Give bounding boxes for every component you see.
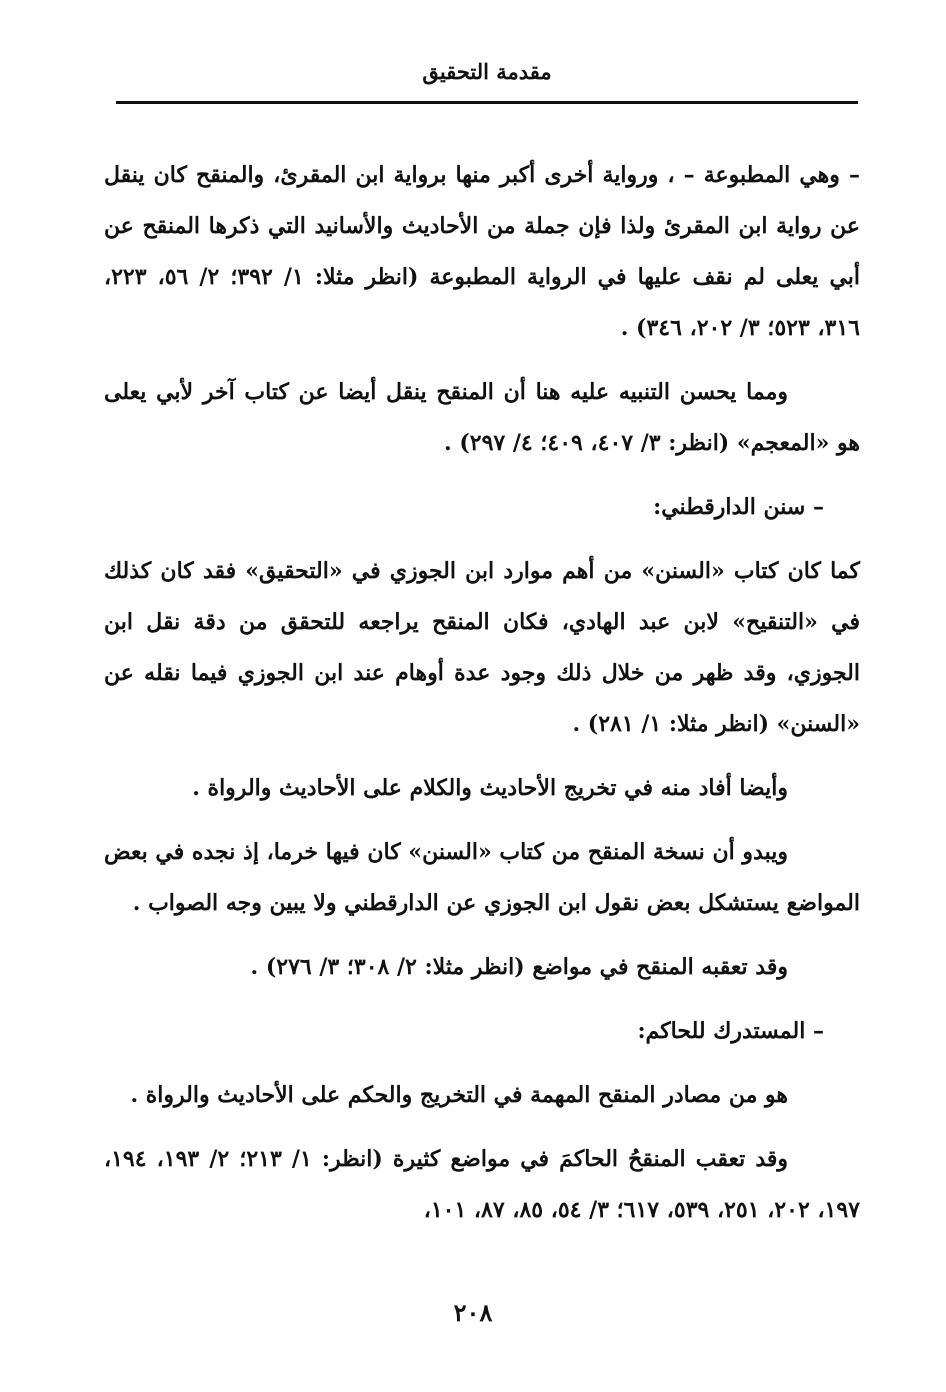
header-rule	[116, 101, 858, 104]
paragraph-8: وقد تعقب المنقحُ الحاكمَ في مواضع كثيرة (انظر: ١/ ٢١٣؛ ٢/ ١٩٣، ١٩٤، ١٩٧، ٢٠٢، ٢٥١، ٥٣٩، ٦١٧؛ ٣/ ٥٤، ٨٥، ٨٧، ١٠١،	[104, 1146, 860, 1223]
paragraph-5: ويبدو أن نسخة المنقح من كتاب «السنن» كان فيها خرما، إذ نجده في بعض المواضع يستشكل بعض نقول ابن الجوزي عن الدارقطني ولا يبين وجه الصواب .	[104, 839, 860, 916]
paragraph-4: وأيضا أفاد منه في تخريج الأحاديث والكلام على الأحاديث والرواة .	[192, 775, 788, 801]
running-title: مقدمة التحقيق	[422, 59, 552, 84]
section-heading-mustadrak: – المستدرك للحاكم:	[637, 1018, 824, 1044]
page-number: ٢٠٨	[453, 1298, 493, 1327]
page-header	[116, 52, 858, 104]
page-body	[104, 150, 860, 1236]
paragraph-6: وقد تعقبه المنقح في مواضع (انظر مثلا: ٢/ ٣٠٨؛ ٣/ ٢٧٦) .	[250, 954, 788, 980]
paragraph-3: كما كان كتاب «السنن» من أهم موارد ابن الجوزي في «التحقيق» فقد كان كذلك في «التنقيح» لابن عبد الهادي، فكان المنقح يراجعه للتحقق من دقة نقل ابن الجوزي، وقد ظهر من خلال ذلك وجود عدة أوهام عند ابن الجوزي فيما نقله عن «السنن» (انظر مثلا: ١/ ٢٨١) .	[104, 558, 860, 737]
paragraph-1: – وهي المطبوعة – ، ورواية أخرى أكبر منها برواية ابن المقرئ، والمنقح كان ينقل عن رواية ابن المقرئ ولذا فإن جملة من الأحاديث والأسانيد التي ذكرها المنقح عن أبي يعلى لم نقف عليها في الرواية المطبوعة (انظر مثلا: ١/ ٣٩٢؛ ٢/ ٥٦، ٢٢٣، ٣١٦، ٥٢٣؛ ٣/ ٢٠٢، ٣٤٦) .	[104, 162, 861, 341]
section-heading-daraqutni: – سنن الدارقطني:	[653, 494, 824, 520]
paragraph-7: هو من مصادر المنقح المهمة في التخريج والحكم على الأحاديث والرواة .	[130, 1082, 788, 1108]
paragraph-2: ومما يحسن التنبيه عليه هنا أن المنقح ينقل أيضا عن كتاب آخر لأبي يعلى هو «المعجم» (انظر: ٣/ ٤٠٧، ٤٠٩؛ ٤/ ٢٩٧) .	[104, 379, 860, 456]
